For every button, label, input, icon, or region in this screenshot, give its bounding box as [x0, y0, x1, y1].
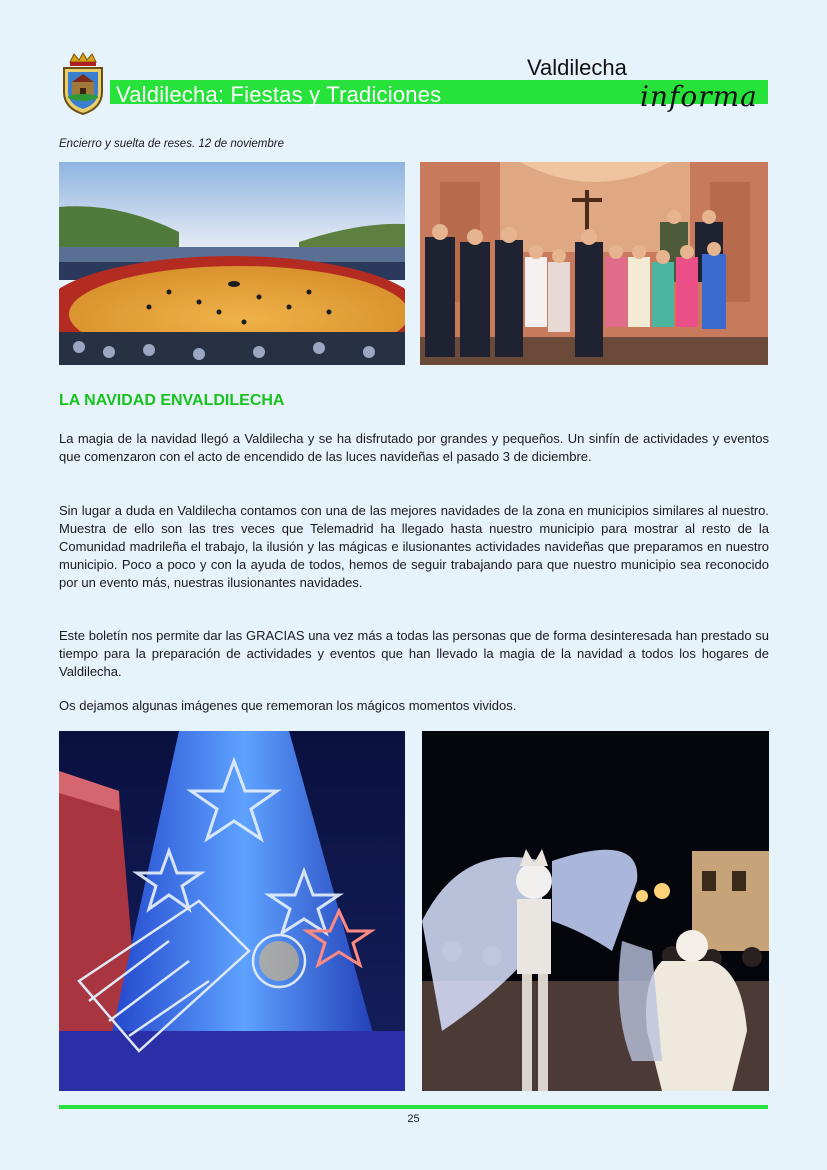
- navidad-paragraph: Sin lugar a duda en Valdilecha contamos con una de las mejores navidades de la zona en municipios similares al nuestro. Muestra de ello son las tres veces que Telemadrid ha llegado hasta nuestro municipio para mostrar al resto de la Comunidad madrileña el trabajo, la ilusión y las mágicas e ilusionantes actividades navideñas que preparamos en nuestro municipio. Poco a poco y con la ayuda de todos, hemos de seguir trabajando para que nuestro municipio sea reconocido por un evento más, nuestras ilusionantes navidades.: [59, 503, 769, 590]
- navidad-paragraph: Os dejamos algunas imágenes que rememoran los mágicos momentos vividos.: [59, 698, 517, 713]
- brand-tagline: informa: [640, 80, 758, 113]
- photo-caption: Encierro y suelta de reses. 12 de noviembre: [59, 138, 285, 150]
- footer-rule: [59, 1105, 768, 1109]
- christmas-tree-photo: [59, 731, 405, 1091]
- parade-photo: [422, 731, 769, 1091]
- municipal-crest-icon: [58, 52, 108, 116]
- brand-name: Valdilecha: [527, 55, 627, 80]
- navidad-paragraph: La magia de la navidad llegó a Valdilecha y se ha disfrutado por grandes y pequeños. Un sinfín de actividades y eventos que comenzaron con el acto de encendido de las luces navideñas el pasado 3 de diciembre.: [59, 431, 769, 464]
- navidad-heading: LA NAVIDAD ENVALDILECHA: [59, 392, 285, 409]
- bullring-photo: [59, 162, 405, 365]
- church-group-photo: [420, 162, 768, 365]
- navidad-paragraph: Este boletín nos permite dar las GRACIAS una vez más a todas las personas que de forma desinteresada han prestado su tiempo para la preparación de actividades y eventos que han llevado la magia de la navidad a todos los hogares de Valdilecha.: [59, 628, 769, 679]
- section-title: Valdilecha: Fiestas y Tradiciones: [116, 82, 442, 107]
- page-number: 25: [407, 1113, 420, 1125]
